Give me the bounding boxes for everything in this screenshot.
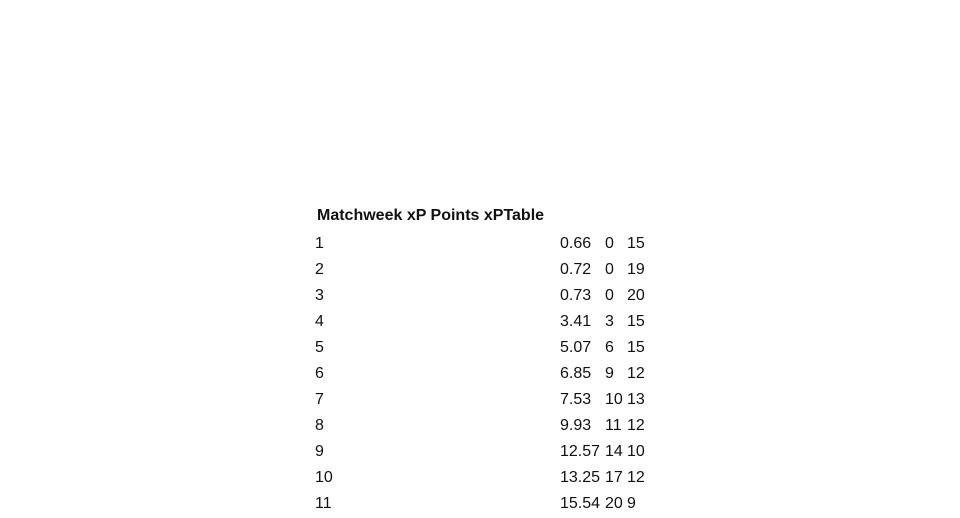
matchweek-cell: 8 — [315, 417, 324, 434]
points-cell: 0 — [605, 235, 614, 252]
xp-cell: 15.54 — [560, 495, 601, 512]
xptable-cell: 12 — [627, 469, 645, 486]
points-cell: 6 — [605, 339, 614, 356]
matchweek-cell: 6 — [315, 365, 324, 382]
table-row — [317, 466, 717, 492]
xp-cell: 12.57 — [560, 443, 601, 460]
matchweek-cell: 9 — [315, 443, 324, 460]
table-row — [317, 336, 717, 362]
points-cell: 20 — [605, 495, 623, 512]
points-cell: 17 — [605, 469, 623, 486]
xp-cell: 0.72 — [560, 261, 592, 278]
xptable-cell: 12 — [627, 417, 645, 434]
xp-cell: 6.85 — [560, 365, 592, 382]
table-row — [317, 362, 717, 388]
points-cell: 0 — [605, 287, 614, 304]
xptable-cell: 15 — [627, 339, 645, 356]
xp-cell: 5.07 — [560, 339, 592, 356]
xptable-cell: 15 — [627, 235, 645, 252]
xp-cell: 3.41 — [560, 313, 592, 330]
xptable-cell: 20 — [627, 287, 645, 304]
matchweek-cell: 2 — [315, 261, 324, 278]
xptable-cell: 13 — [627, 391, 645, 408]
xp-cell: 0.66 — [560, 235, 592, 252]
stats-table — [317, 206, 717, 518]
points-cell: 10 — [605, 391, 623, 408]
xp-cell: 7.53 — [560, 391, 592, 408]
xptable-cell: 19 — [627, 261, 645, 278]
table-body — [317, 232, 717, 518]
matchweek-cell: 3 — [315, 287, 324, 304]
points-cell: 0 — [605, 261, 614, 278]
matchweek-cell: 1 — [315, 235, 324, 252]
table-row — [317, 284, 717, 310]
points-cell: 9 — [605, 365, 614, 382]
table-row — [317, 232, 717, 258]
xptable-cell: 10 — [627, 443, 645, 460]
xp-cell: 13.25 — [560, 469, 601, 486]
table-row — [317, 492, 717, 518]
points-cell: 14 — [605, 443, 623, 460]
table-row — [317, 310, 717, 336]
xp-cell: 0.73 — [560, 287, 592, 304]
xptable-cell: 9 — [627, 495, 636, 512]
points-cell: 11 — [605, 417, 622, 434]
points-cell: 3 — [605, 313, 614, 330]
table-header: Matchweek xP Points xPTable — [317, 207, 545, 224]
matchweek-cell: 4 — [315, 313, 324, 330]
table-row — [317, 440, 717, 466]
table-row — [317, 388, 717, 414]
matchweek-cell: 11 — [315, 495, 332, 512]
table-row — [317, 414, 717, 440]
table-row — [317, 258, 717, 284]
matchweek-cell: 7 — [315, 391, 324, 408]
matchweek-cell: 5 — [315, 339, 324, 356]
xptable-cell: 12 — [627, 365, 645, 382]
xptable-cell: 15 — [627, 313, 645, 330]
matchweek-cell: 10 — [315, 469, 333, 486]
xp-cell: 9.93 — [560, 417, 592, 434]
